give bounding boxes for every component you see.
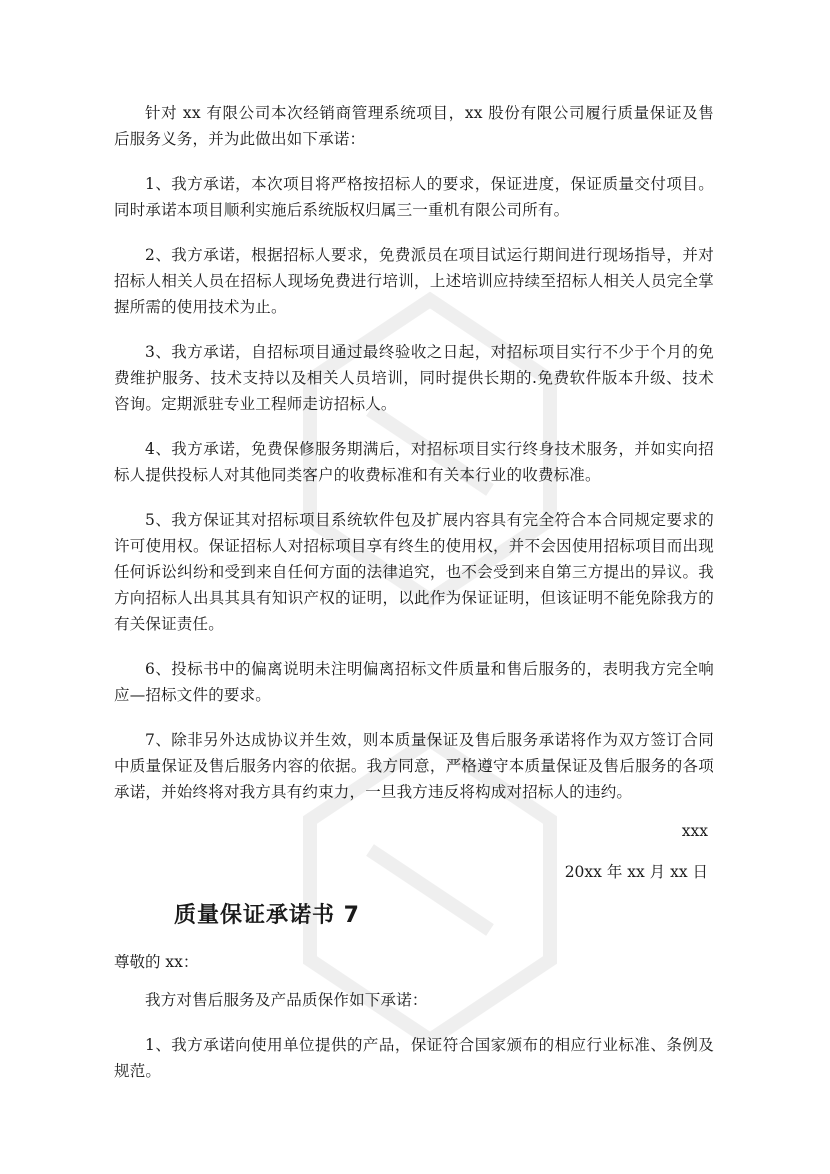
salutation: 尊敬的 xx： [114, 953, 199, 971]
signature-date: 20xx 年 xx 月 xx 日 [564, 863, 708, 881]
commitment-item-3: 3、我方承诺，自招标项目通过最终验收之日起，对招标项目实行不少于个月的免费维护服务、技术支持以及相关人员培训，同时提供长期的.免费软件版本升级、技术咨询。定期派驻专业工程师走访招标人。 [114, 343, 714, 413]
commitment-item-6: 6、投标书中的偏离说明未注明偏离招标文件质量和售后服务的，表明我方完全响应—招标文件的要求。 [114, 660, 714, 704]
signature-name: xxx [681, 822, 708, 840]
intro-paragraph: 针对 xx 有限公司本次经销商管理系统项目，xx 股份有限公司履行质量保证及售后服务义务，并为此做出如下承诺： [114, 104, 714, 148]
commitment-item-5: 5、我方保证其对招标项目系统软件包及扩展内容具有完全符合本合同规定要求的许可使用权。保证招标人对招标项目享有终生的使用权，并不会因使用招标项目而出现任何诉讼纠纷和受到来自任何方面的法律追究，也不会受到来自第三方提出的异议。我方向招标人出具其具有知识产权的证明，以此作为保证证明，但该证明不能免除我方的有关保证责任。 [114, 511, 714, 633]
commitment-item-7: 7、除非另外达成协议并生效，则本质量保证及售后服务承诺将作为双方签订合同中质量保证及售后服务内容的依据。我方同意，严格遵守本质量保证及售后服务的各项承诺，并始终将对我方具有约束力，一旦我方违反将构成对招标人的违约。 [114, 731, 714, 801]
document-body [114, 100, 714, 1103]
section2-item-1: 1、我方承诺向使用单位提供的产品，保证符合国家颁布的相应行业标准、条例及规范。 [114, 1036, 714, 1080]
section2-intro: 我方对售后服务及产品质保作如下承诺： [145, 991, 428, 1009]
commitment-item-4: 4、我方承诺，免费保修服务期满后，对招标项目实行终身技术服务，并如实向招标人提供投标人对其他同类客户的收费标准和有关本行业的收费标准。 [114, 440, 714, 484]
section-title: 质量保证承诺书 7 [174, 903, 360, 928]
commitment-item-2: 2、我方承诺，根据招标人要求，免费派员在项目试运行期间进行现场指导，并对招标人相关人员在招标人现场免费进行培训，上述培训应持续至招标人相关人员完全掌握所需的使用技术为止。 [114, 246, 714, 316]
commitment-item-1: 1、我方承诺，本次项目将严格按招标人的要求，保证进度，保证质量交付项目。同时承诺本项目顺利实施后系统版权归属三一重机有限公司所有。 [114, 175, 714, 219]
